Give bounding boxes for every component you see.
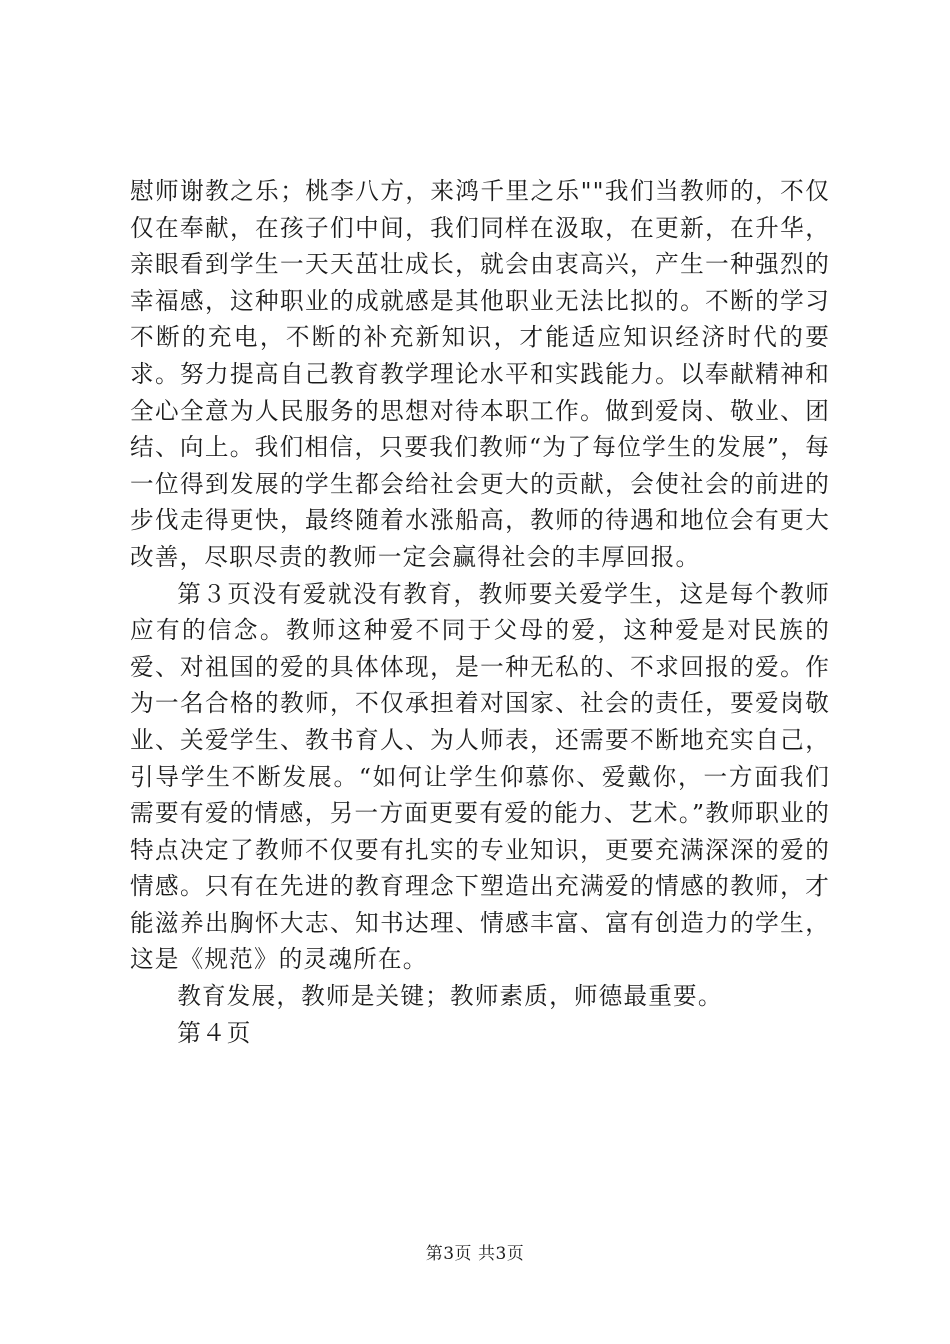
paragraph-2: 第３页没有爱就没有教育，教师要关爱学生，这是每个教师应有的信念。教师这种爱不同于父母的爱，这种爱是对民族的爱、对祖国的爱的具体体现，是一种无私的、不求回报的爱。作为一名合格的教师，不仅承担着对国家、社会的责任，要爱岗敬业、关爱学生、教书育人、为人师表，还需要不断地充实自己，引导学生不断发展。“如何让学生仰慕你、爱戴你，一方面我们需要有爱的情感，另一方面更要有爱的能力、艺术。”教师职业的特点决定了教师不仅要有扎实的专业知识，更要充满深深的爱的情感。只有在先进的教育理念下塑造出充满爱的情感的教师，才能滋养出胸怀大志、知书达理、情感丰富、富有创造力的学生，这是《规范》的灵魂所在。: [130, 579, 830, 974]
paragraph-3: 教育发展，教师是关键；教师素质，师德最重要。: [177, 982, 723, 1011]
paragraph-1: 慰师谢教之乐；桃李八方，来鸿千里之乐""我们当教师的，不仅仅在奉献，在孩子们中间，我们同样在汲取，在更新，在升华，亲眼看到学生一天天茁壮成长，就会由衷高兴，产生一种强烈的幸福感，这种职业的成就感是其他职业无法比拟的。不断的学习不断的充电，不断的补充新知识，才能适应知识经济时代的要求。努力提高自己教育教学理论水平和实践能力。以奉献精神和全心全意为人民服务的思想对待本职工作。做到爱岗、敬业、团结、向上。我们相信，只要我们教师“为了每位学生的发展”，每一位得到发展的学生都会给社会更大的贡献，会使社会的前进的步伐走得更快，最终随着水涨船高，教师的待遇和地位会有更大改善，尽职尽责的教师一定会赢得社会的丰厚回报。: [130, 177, 830, 571]
page-footer: 第3页 共3页: [425, 1244, 525, 1264]
paragraph-4: 第４页: [177, 1018, 252, 1047]
document-body: [130, 173, 830, 1051]
